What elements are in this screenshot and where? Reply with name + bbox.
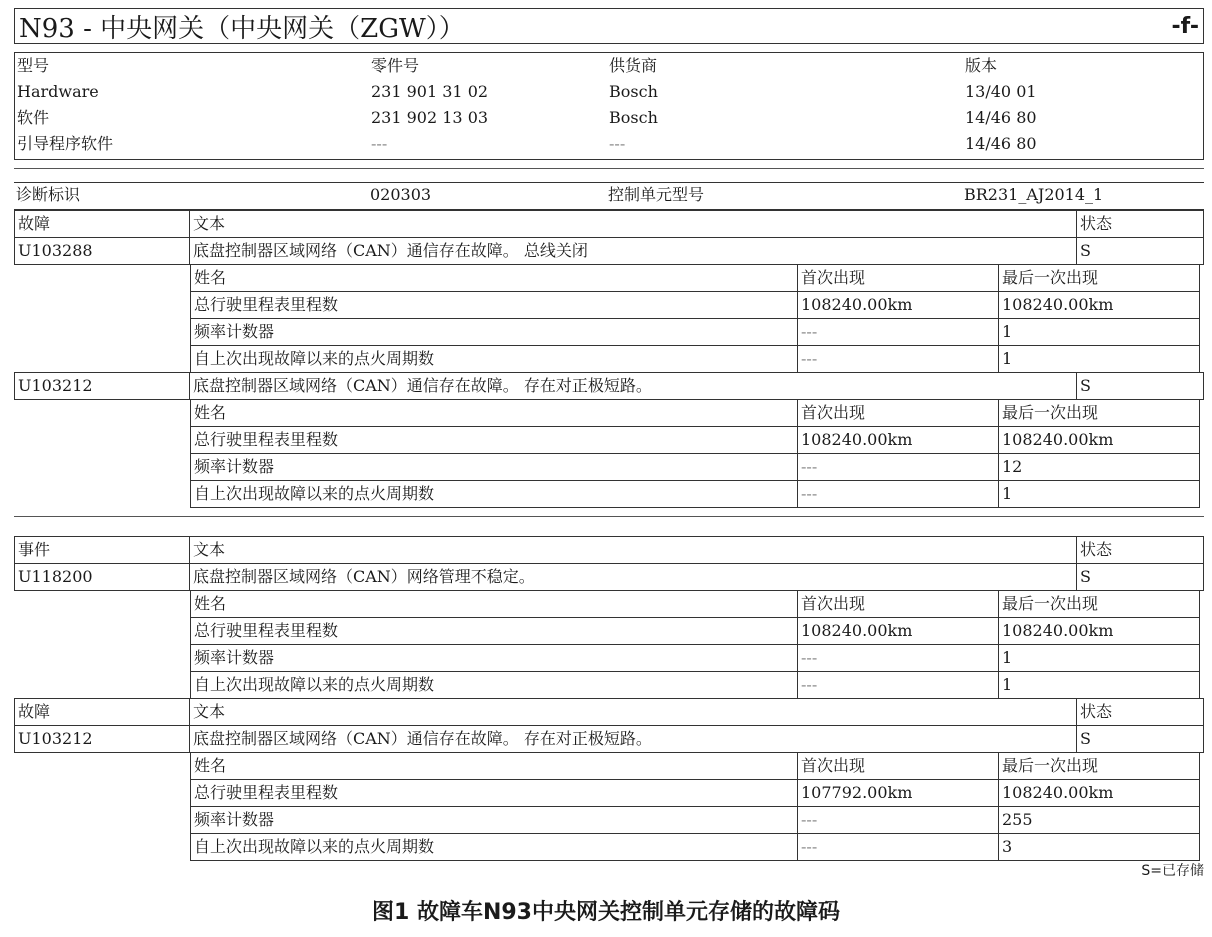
env-header-first: 首次出现 — [798, 265, 999, 292]
fault-block — [14, 698, 1204, 753]
env-row — [191, 834, 1200, 861]
env-header-first: 首次出现 — [798, 400, 999, 427]
env-last: 1 — [999, 319, 1200, 346]
info-cell: 13/40 01 — [965, 82, 1037, 101]
env-last: 108240.00km — [999, 292, 1200, 319]
status-header: 状态 — [1077, 537, 1204, 564]
block-header-row — [15, 211, 1204, 238]
info-header-version: 版本 — [965, 56, 998, 75]
info-cell: 14/46 80 — [965, 108, 1037, 127]
env-first: --- — [798, 807, 999, 834]
env-header-first: 首次出现 — [798, 753, 999, 780]
fault-text: 底盘控制器区域网络（CAN）通信存在故障。 存在对正极短路。 — [190, 726, 1077, 753]
env-name: 自上次出现故障以来的点火周期数 — [191, 346, 798, 373]
env-name: 频率计数器 — [191, 645, 798, 672]
text-header: 文本 — [190, 211, 1077, 238]
env-name: 总行驶里程表里程数 — [191, 292, 798, 319]
environment-table — [190, 752, 1200, 861]
block-header-row — [15, 537, 1204, 564]
env-header-last: 最后一次出现 — [999, 591, 1200, 618]
info-row — [15, 105, 1203, 131]
report-title: N93 - 中央网关（中央网关（ZGW）） — [19, 13, 465, 44]
report-title-bar — [14, 8, 1204, 44]
environment-table — [190, 590, 1200, 699]
env-header-last: 最后一次出现 — [999, 753, 1200, 780]
fault-text: 底盘控制器区域网络（CAN）通信存在故障。 存在对正极短路。 — [190, 373, 1077, 400]
module-info-table — [14, 52, 1204, 160]
fault-block — [14, 210, 1204, 265]
env-first: --- — [798, 319, 999, 346]
env-last: 12 — [999, 454, 1200, 481]
fault-status: S — [1077, 238, 1204, 265]
info-cell: Bosch — [609, 82, 658, 101]
info-cell: Bosch — [609, 108, 658, 127]
env-last: 255 — [999, 807, 1200, 834]
divider — [14, 168, 1204, 169]
env-row — [191, 319, 1200, 346]
env-header-row — [191, 400, 1200, 427]
info-cell: 231 901 31 02 — [371, 82, 489, 101]
env-first: 108240.00km — [798, 618, 999, 645]
info-cell: 231 902 13 03 — [371, 108, 489, 127]
status-legend: S=已存储 — [1141, 863, 1204, 879]
env-header-row — [191, 591, 1200, 618]
env-name: 总行驶里程表里程数 — [191, 780, 798, 807]
fault-code: U103212 — [15, 373, 190, 400]
env-name: 自上次出现故障以来的点火周期数 — [191, 481, 798, 508]
unit-type-label: 控制单元型号 — [608, 185, 705, 204]
env-header-last: 最后一次出现 — [999, 265, 1200, 292]
env-first: --- — [798, 672, 999, 699]
status-header: 状态 — [1077, 211, 1204, 238]
env-name: 总行驶里程表里程数 — [191, 618, 798, 645]
fault-report — [14, 8, 1204, 856]
fault-code: U103288 — [15, 238, 190, 265]
info-row — [15, 131, 1203, 157]
event-block — [14, 536, 1204, 591]
block-type: 故障 — [15, 211, 190, 238]
text-header: 文本 — [190, 537, 1077, 564]
env-first: --- — [798, 834, 999, 861]
fault-text: 底盘控制器区域网络（CAN）通信存在故障。 总线关闭 — [190, 238, 1077, 265]
env-row — [191, 346, 1200, 373]
environment-table — [190, 399, 1200, 508]
info-header-supplier: 供货商 — [609, 56, 658, 75]
env-header-first: 首次出现 — [798, 591, 999, 618]
info-cell: 14/46 80 — [965, 134, 1037, 153]
env-first: 107792.00km — [798, 780, 999, 807]
env-name: 自上次出现故障以来的点火周期数 — [191, 672, 798, 699]
env-name: 频率计数器 — [191, 454, 798, 481]
info-row — [15, 79, 1203, 105]
figure-caption: 图1 故障车N93中央网关控制单元存储的故障码 — [372, 900, 840, 925]
fault-code-row — [15, 726, 1204, 753]
env-last: 108240.00km — [999, 780, 1200, 807]
env-last: 108240.00km — [999, 618, 1200, 645]
env-first: --- — [798, 346, 999, 373]
env-row — [191, 672, 1200, 699]
info-header-part: 零件号 — [371, 56, 420, 75]
fault-code-row — [15, 564, 1204, 591]
env-header-row — [191, 265, 1200, 292]
diag-label: 诊断标识 — [16, 185, 81, 204]
fault-status: S — [1077, 564, 1204, 591]
env-row — [191, 618, 1200, 645]
fault-code: U103212 — [15, 726, 190, 753]
env-last: 1 — [999, 346, 1200, 373]
text-header: 文本 — [190, 699, 1077, 726]
fault-code-row — [15, 373, 1204, 400]
environment-table — [190, 264, 1200, 373]
block-header-row — [15, 699, 1204, 726]
env-row — [191, 481, 1200, 508]
divider — [14, 516, 1204, 517]
block-type: 事件 — [15, 537, 190, 564]
env-header-name: 姓名 — [191, 400, 798, 427]
status-header: 状态 — [1077, 699, 1204, 726]
env-first: --- — [798, 645, 999, 672]
fault-block — [14, 372, 1204, 400]
env-first: --- — [798, 454, 999, 481]
corner-mark: -f- — [1171, 13, 1199, 39]
env-last: 1 — [999, 481, 1200, 508]
block-type: 故障 — [15, 699, 190, 726]
info-header-row — [15, 53, 1203, 79]
env-name: 自上次出现故障以来的点火周期数 — [191, 834, 798, 861]
info-cell: --- — [371, 134, 388, 153]
env-row — [191, 292, 1200, 319]
env-last: 1 — [999, 645, 1200, 672]
env-row — [191, 807, 1200, 834]
env-header-name: 姓名 — [191, 591, 798, 618]
info-header-type: 型号 — [17, 56, 50, 75]
diag-value: 020303 — [370, 185, 432, 204]
env-header-name: 姓名 — [191, 753, 798, 780]
info-cell: --- — [609, 134, 626, 153]
fault-text: 底盘控制器区域网络（CAN）网络管理不稳定。 — [190, 564, 1077, 591]
fault-code-row — [15, 238, 1204, 265]
info-cell: 软件 — [17, 108, 50, 127]
info-cell: Hardware — [17, 82, 99, 101]
env-name: 频率计数器 — [191, 807, 798, 834]
env-row — [191, 454, 1200, 481]
env-row — [191, 427, 1200, 454]
env-first: 108240.00km — [798, 427, 999, 454]
env-first: 108240.00km — [798, 292, 999, 319]
info-cell: 引导程序软件 — [17, 134, 114, 153]
env-row — [191, 645, 1200, 672]
env-row — [191, 780, 1200, 807]
env-first: --- — [798, 481, 999, 508]
env-header-row — [191, 753, 1200, 780]
env-last: 108240.00km — [999, 427, 1200, 454]
diagnostic-id-row — [14, 182, 1204, 210]
env-name: 总行驶里程表里程数 — [191, 427, 798, 454]
fault-status: S — [1077, 726, 1204, 753]
env-header-last: 最后一次出现 — [999, 400, 1200, 427]
fault-status: S — [1077, 373, 1204, 400]
fault-code: U118200 — [15, 564, 190, 591]
env-header-name: 姓名 — [191, 265, 798, 292]
env-last: 3 — [999, 834, 1200, 861]
env-last: 1 — [999, 672, 1200, 699]
unit-type-value: BR231_AJ2014_1 — [964, 185, 1104, 204]
env-name: 频率计数器 — [191, 319, 798, 346]
